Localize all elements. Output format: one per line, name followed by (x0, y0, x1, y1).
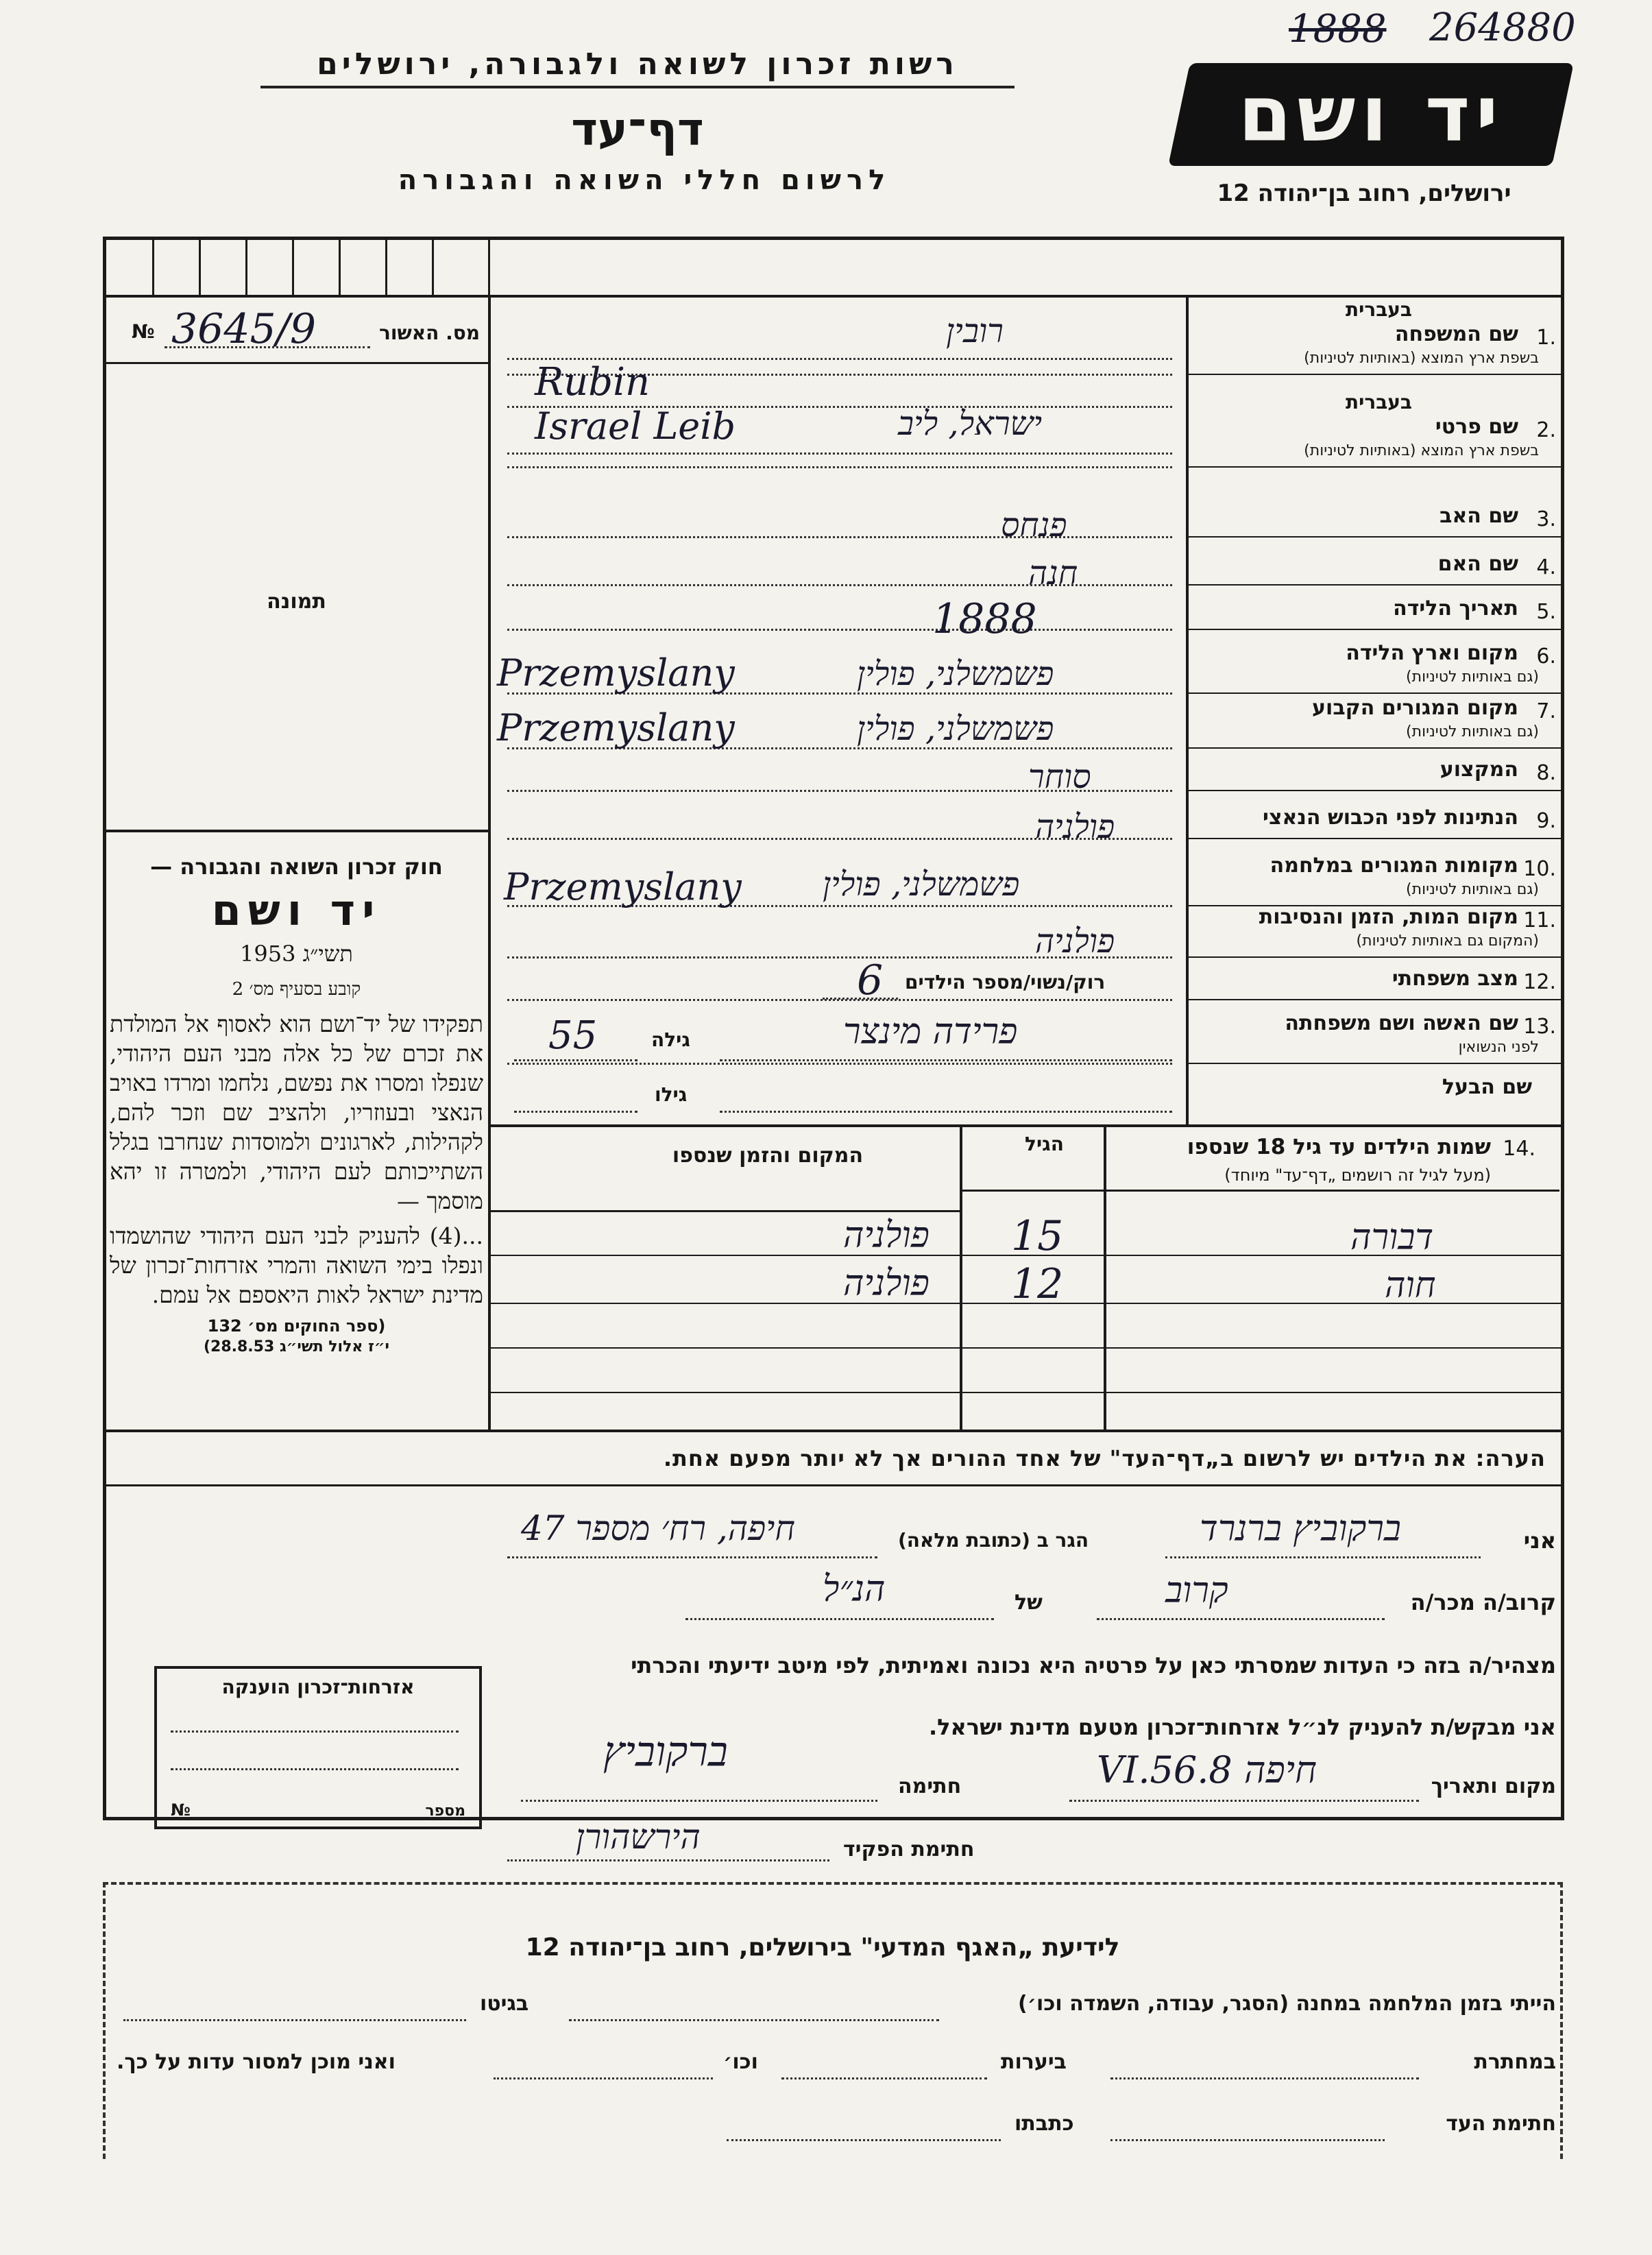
field-13-label: שם האשה ושם משפחתה (1285, 1011, 1518, 1035)
child-2-age: 12 (1011, 1260, 1064, 1308)
field-5-number: 5. (1536, 600, 1556, 624)
footer-etc-label: וכו׳ (723, 2050, 758, 2074)
decl-of-value: הנ״ל (823, 1569, 886, 1610)
child-2-place: פולניה (843, 1263, 930, 1304)
child-1-age: 15 (1011, 1212, 1064, 1260)
f1-value-latin: Rubin (535, 360, 651, 405)
f6-value-latin: Przemyslany (497, 651, 735, 695)
citizenship-number-prefix: № (171, 1800, 191, 1820)
decl-place-date-label: מקום ותאריך (1431, 1774, 1556, 1798)
field-13-number: 13. (1523, 1015, 1556, 1039)
f2-value-he: ישראל, ליב (898, 405, 1043, 443)
field-10-label: מקומות המגורים במלחמה (1270, 854, 1518, 878)
citizenship-title: אזרחות־זכרון הוענקה (221, 1676, 415, 1698)
law-block (110, 854, 483, 1498)
decl-name: ברקוביץ ברנרד (1200, 1508, 1401, 1549)
decl-relation-label: קרוב/ה מכר/ה (1410, 1589, 1556, 1615)
f13-wife-name: פרידה מינצר (843, 1011, 1018, 1052)
field-3-label: שם האב (1440, 504, 1518, 528)
field-7-sub: (גם באותיות לטיניות) (1406, 723, 1539, 740)
decl-statement: מצהיר/ה בזה כי העדות שמסרתי כאן על פרטיה היא נכונה ואמיתית, לפי מיטב ידיעתי והכרתי (631, 1652, 1556, 1678)
footer-camp-label: הייתי בזמן המלחמה במחנה (הסגר, עבודה, השמדה וכו׳) (1018, 1992, 1556, 2016)
field-7-number: 7. (1536, 699, 1556, 723)
approval-label: מס. האשור (379, 322, 480, 344)
f10-value-he: פשמשלני, פולין (823, 865, 1020, 904)
law-source-date: י״ז אלול תשי״ג 28.8.53) (203, 1338, 390, 1355)
field-3-number: 3. (1536, 507, 1556, 531)
f8-value-he: סוחר (1028, 758, 1091, 796)
field-9-label: הנתינות לפני הכבוש הנאצי (1263, 806, 1518, 830)
field-6-sub: (גם באותיות לטיניות) (1406, 668, 1539, 686)
decl-of-label: של (1015, 1591, 1043, 1615)
remark: הערה: את הילדים יש לרשום ב„דף־העד" של אחד ההורים אך לא יותר מפעם אחת. (663, 1445, 1546, 1471)
f3-value-he: פנחס (1001, 506, 1067, 544)
decl-address: חיפה, רח׳ מספר 47 (521, 1508, 795, 1548)
f4-value-he: חנה (1028, 554, 1078, 592)
field-6-label: מקום וארץ הלידה (1346, 641, 1518, 665)
f11-value-he: פולניה (1035, 922, 1115, 961)
law-name: יד ושם (211, 885, 382, 935)
footer-witness-signature-label: חתימת העד (1446, 2112, 1556, 2136)
law-source: (ספר החוקים מס׳ 132 (207, 1316, 386, 1336)
husband-name-label: שם הבעל (1442, 1075, 1532, 1099)
f2-value-latin: Israel Leib (535, 405, 736, 448)
field-11-number: 11. (1523, 908, 1556, 932)
decl-relation-value: קרוב (1165, 1570, 1228, 1611)
field-1-number: 1. (1536, 326, 1556, 350)
law-year: תשי״ג 1953 (240, 941, 353, 967)
field-2-number: 2. (1536, 418, 1556, 442)
f10-value-latin: Przemyslany (504, 865, 742, 908)
children-place-header: המקום והזמן שנספו (672, 1144, 864, 1168)
footer-testimony-label: ואני מוכן למסור עדות על כך. (117, 2050, 396, 2074)
children-age-header: הגיל (1025, 1133, 1064, 1155)
children-note: (מעל לגיל זה רושמים „דף־עד" מיוחד) (1224, 1166, 1491, 1185)
field-2-label: שם פרטי (1435, 415, 1518, 439)
law-body-2: ...(4) להעניק לבני העם היהודי שהושמדו ונפלו בימי השואה והמרי אזרחות־זכרון של מדינת ישראל לאות היאספם אל עמם. (110, 1222, 483, 1308)
field-11-label: מקום המות, הזמן והנסיבות (1259, 905, 1518, 929)
field-2-sub: בשפת ארץ המוצא (באותיות לטיניות) (1304, 442, 1539, 459)
authority-line: רשות זכרון לשואה ולגבורה, ירושלים (260, 47, 1015, 88)
field-7-label: מקום המגורים הקבוע (1312, 696, 1518, 720)
f6-value-he: פשמשלני, פולין (857, 655, 1054, 693)
wife-age-value: 55 (548, 1013, 598, 1058)
field-8-number: 8. (1536, 761, 1556, 785)
footer-forests-label: ביערות (1001, 2050, 1067, 2074)
law-title: חוק זכרון השואה והגבורה — (150, 854, 443, 880)
citizenship-box (154, 1666, 482, 1829)
decl-prefix: אני (1523, 1528, 1556, 1554)
f12-status-caption: רוק/נשוי/מספר הילדים (905, 971, 1106, 993)
field-6-number: 6. (1536, 644, 1556, 668)
approval-prefix: № (132, 320, 155, 343)
field-1-sub: בשפת ארץ המוצא (באותיות לטיניות) (1304, 350, 1539, 367)
yad-vashem-logo (1168, 63, 1574, 166)
field-12-number: 12. (1523, 970, 1556, 994)
approval-value: 3645/9 (171, 305, 317, 353)
photo-label: תמונה (267, 590, 326, 614)
child-1-name: דבורה (1350, 1217, 1434, 1258)
footer-ghetto-label: בגיטו (480, 1992, 529, 2016)
field-2-hebrew-tag: בעברית (1345, 391, 1412, 413)
children-num: 14. (1503, 1137, 1535, 1161)
wife-age-label: גילה (651, 1028, 690, 1051)
decl-signature-value: ברקוביץ (603, 1728, 728, 1776)
field-9-number: 9. (1536, 809, 1556, 833)
logo-text: יד ושם (1238, 70, 1504, 159)
field-10-number: 10. (1523, 857, 1556, 881)
corner-number: 264880 (1429, 5, 1576, 50)
footer-address-label: כתבתו (1015, 2112, 1074, 2136)
f12-children-count: 6 (857, 956, 884, 1004)
decl-signature-label: חתימה (898, 1774, 962, 1798)
field-13-sub: לפני הנשואין (1458, 1039, 1539, 1056)
law-clause: קובע בסעיף מס׳ 2 (232, 979, 361, 1000)
header-address: ירושלים, רחוב בן־יהודה 12 (1217, 180, 1511, 207)
footer-underground-label: במחתרת (1474, 2050, 1556, 2074)
field-10-sub: (גם באותיות לטיניות) (1406, 881, 1539, 898)
footer-title: לידיעת „האגף המדעי" בירושלים, רחוב בן־יהודה 12 (525, 1933, 1120, 1962)
husband-age-label: גילו (655, 1083, 688, 1106)
corner-struck-number: 1888 (1289, 7, 1387, 51)
decl-request: אני מבקש/ת להעניק לנ״ל אזרחות־זכרון מטעם מדינת ישראל. (929, 1714, 1556, 1740)
citizenship-number-label: מספר (425, 1802, 465, 1820)
field-11-sub: (המקום גם באותיות לטיניות) (1356, 932, 1539, 950)
f7-value-latin: Przemyslany (497, 706, 735, 749)
approval-number-row (123, 305, 480, 353)
children-title: שמות הילדים עד גיל 18 שנספו (1187, 1135, 1491, 1159)
f7-value-he: פשמשלני, פולין (857, 710, 1054, 748)
field-5-label: תאריך הלידה (1393, 596, 1518, 620)
child-1-place: פולניה (843, 1215, 930, 1256)
form-title: דף־עד (571, 103, 704, 156)
f9-value-he: פולניה (1035, 808, 1115, 846)
field-1-hebrew-tag: בעברית (1345, 298, 1412, 321)
field-4-label: שם האם (1437, 552, 1518, 576)
official-signature-label: חתימת הפקיד (843, 1837, 975, 1861)
field-4-number: 4. (1536, 555, 1556, 579)
f1-value-he: רובין (946, 312, 1004, 350)
field-8-label: המקצוע (1440, 758, 1518, 782)
field-1-label: שם המשפחה (1394, 322, 1518, 346)
decl-resides-label: הגר ב (כתובת מלאה) (898, 1529, 1089, 1552)
f5-value: 1888 (932, 595, 1037, 643)
field-12-label: מצב משפחתי (1392, 967, 1518, 991)
decl-place-date-value: חיפה 8.VI.56 (1097, 1748, 1317, 1792)
child-2-name: חוה (1385, 1265, 1436, 1306)
law-body: תפקידו של יד־ושם הוא לאסוף אל המולדת את זכרם של כל אלה מבני העם היהודי, שנפלו ומסרו את נפשם, נלחמו ומרדו באויב הנאצי ובעוזריו, ולהציב שם וזכר להם, לקהילות, לארגונים ולמוסדות שנחרבו בגלל השתייכותם לעם היהודי, ולמטרה זו יהא מוסמך — (110, 1011, 483, 1214)
official-signature-value: הירשהורן (576, 1817, 701, 1857)
form-subtitle: לרשום חללי השואה והגבורה (398, 165, 891, 196)
